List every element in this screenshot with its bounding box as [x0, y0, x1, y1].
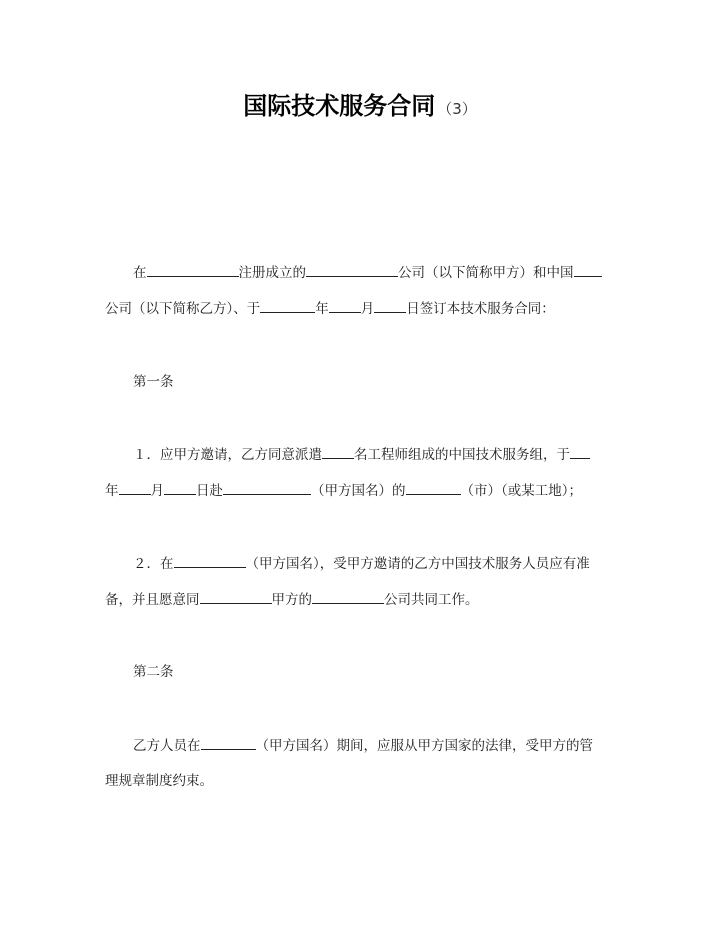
- text: 公司共同工作。: [384, 592, 479, 608]
- blank-field-place: [147, 262, 239, 277]
- clause-2-line-2: [105, 589, 479, 610]
- blank-field-company: [312, 589, 384, 604]
- text: 在: [133, 265, 147, 281]
- article-1-heading: 第一条: [133, 374, 174, 390]
- text: （市）（或某工地）；: [460, 483, 582, 499]
- blank-field-month: [119, 480, 151, 495]
- preamble-line-1: [133, 262, 602, 283]
- title-text: 国际技术服务合同: [243, 92, 436, 120]
- text: 备，并且愿意同: [105, 592, 200, 608]
- text: 月: [150, 483, 164, 499]
- text: （甲方国名）期间，应服从甲方国家的法律，受甲方的管: [255, 738, 593, 754]
- blank-field-city: [406, 480, 461, 495]
- blank-field-day: [164, 480, 196, 495]
- text: 年: [105, 483, 119, 499]
- clause-2-line-1: [133, 553, 590, 574]
- text: 日签订本技术服务合同：: [406, 301, 555, 317]
- preamble-line-2: [105, 298, 555, 319]
- text: 公司（以下简称甲方）和中国: [398, 265, 574, 281]
- clause-1-line-1: [133, 444, 590, 465]
- blank-field-month: [329, 298, 361, 313]
- text: 年: [315, 301, 329, 317]
- text: （甲方国名），受甲方邀请的乙方中国技术服务人员应有准: [245, 556, 590, 572]
- text: １．应甲方邀请，乙方同意派遣: [133, 447, 322, 463]
- text: 名工程师组成的中国技术服务组，于: [354, 447, 570, 463]
- text: 日赴: [196, 483, 223, 499]
- blank-field-year: [570, 444, 590, 459]
- text: 注册成立的: [238, 265, 306, 281]
- article-2-heading: 第二条: [133, 664, 174, 680]
- text: 甲方的: [271, 592, 312, 608]
- blank-field-china-company: [574, 262, 602, 277]
- clause-1-line-2: [105, 480, 582, 501]
- text: 月: [360, 301, 375, 317]
- article-2-line-1: [133, 735, 593, 756]
- blank-field-country: [201, 735, 256, 750]
- title-suffix: （3）: [437, 100, 477, 118]
- blank-field-engineer-count: [322, 444, 354, 459]
- article-2-line-2: 理规章制度约束。: [105, 773, 213, 789]
- blank-field-day: [374, 298, 406, 313]
- text: 公司（以下简称乙方）、于: [105, 301, 261, 317]
- text: ２．在: [133, 556, 174, 572]
- blank-field-party-a: [306, 262, 398, 277]
- text: （甲方国名）的: [311, 483, 406, 499]
- blank-field-country: [223, 480, 311, 495]
- blank-field-party-a: [200, 589, 272, 604]
- document-title: [0, 86, 720, 121]
- blank-field-country: [174, 553, 246, 568]
- blank-field-year: [260, 298, 315, 313]
- text: 乙方人员在: [133, 738, 201, 754]
